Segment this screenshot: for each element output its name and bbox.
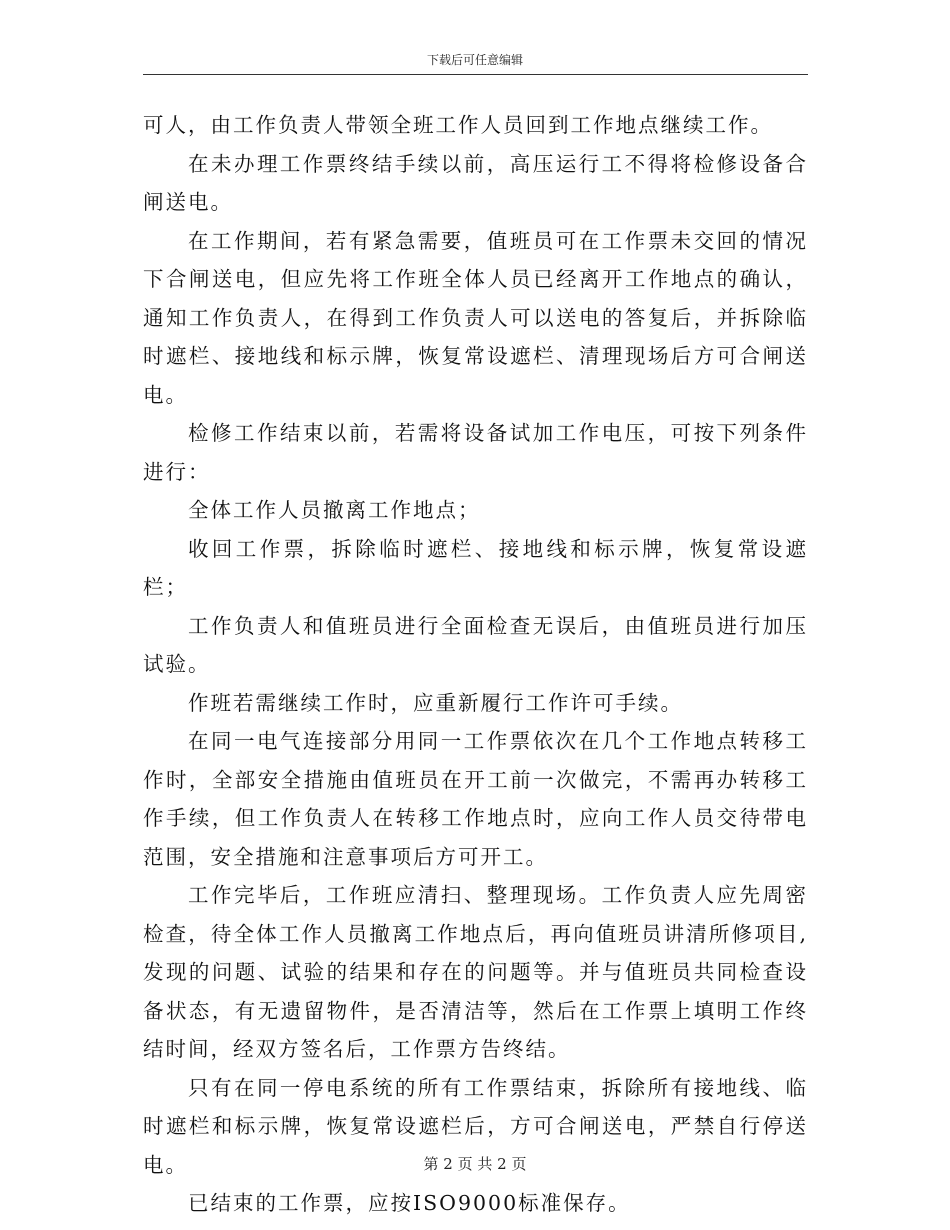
paragraph: 在未办理工作票终结手续以前，高压运行工不得将检修设备合闸送电。 [143,151,808,214]
paragraph: 工作负责人和值班员进行全面检查无误后，由值班员进行加压试验。 [143,613,808,676]
document-body [143,106,808,1223]
paragraph-continuation: 可人，由工作负责人带领全班工作人员回到工作地点继续工作。 [143,113,773,137]
paragraph: 全体工作人员撤离工作地点； [188,498,481,522]
paragraph: 已结束的工作票，应按ISO9000标准保存。 [188,1191,631,1215]
page-footer: 第 2 页 共 2 页 [423,1155,527,1173]
paragraph: 作班若需继续工作时，应重新履行工作许可手续。 [188,690,683,715]
paragraph: 检修工作结束以前，若需将设备试加工作电压，可按下列条件进行： [143,421,808,484]
page-header: 下载后可任意编辑 [426,53,523,67]
paragraph: 工作完毕后，工作班应清扫、整理现场。工作负责人应先周密检查，待全体工作人员撤离工作地点后，再向值班员讲清所修项目,发现的问题、试验的结果和存在的问题等。并与值班员共同检查设备状态，有无遗留物件，是否清洁等，然后在工作票上填明工作终结时间，经双方签名后，工作票方告终结。 [143,883,808,1061]
header-divider [143,74,808,75]
paragraph: 在工作期间，若有紧急需要，值班员可在工作票未交回的情况下合闸送电，但应先将工作班全体人员已经离开工作地点的确认，通知工作负责人，在得到工作负责人可以送电的答复后，并拆除临时遮栏、接地线和标示牌，恢复常设遮栏、清理现场后方可合闸送电。 [143,228,808,407]
paragraph: 只有在同一停电系统的所有工作票结束，拆除所有接地线、临时遮栏和标示牌，恢复常设遮栏后，方可合闸送电，严禁自行停送电。 [143,1075,808,1177]
paragraph: 收回工作票，拆除临时遮栏、接地线和标示牌，恢复常设遮栏； [143,536,808,599]
paragraph: 在同一电气连接部分用同一工作票依次在几个工作地点转移工作时，全部安全措施由值班员在开工前一次做完，不需再办转移工作手续，但工作负责人在转移工作地点时，应向工作人员交待带电范围，安全措施和注意事项后方可开工。 [143,729,808,869]
